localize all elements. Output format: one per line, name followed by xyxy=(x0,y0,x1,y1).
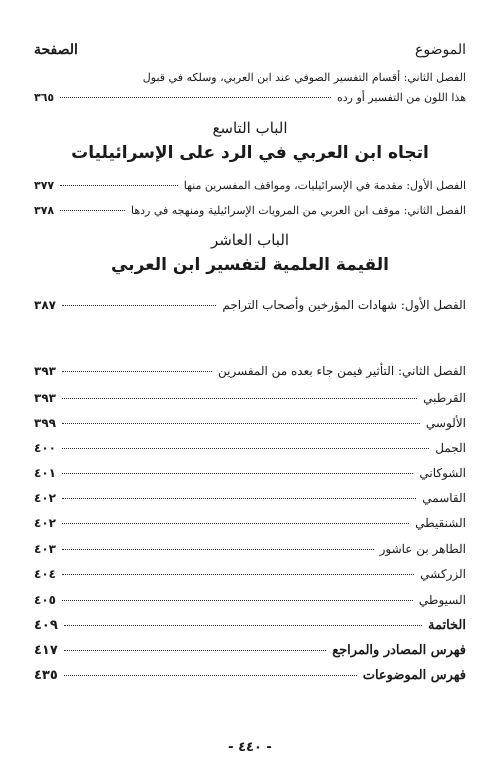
leader-dots xyxy=(62,371,212,372)
toc-entry-label: الفصل الثاني: موقف ابن العربي من المرويات الإسرائيلية ومنهجه في ردها xyxy=(130,204,466,217)
toc-entry-page: ٤٠٢ xyxy=(34,491,56,505)
column-header-page: الصفحة xyxy=(34,42,78,58)
toc-subentry xyxy=(34,491,466,505)
part-title: الباب التاسع xyxy=(212,119,288,137)
toc-entry-line1: الفصل الثاني: أقسام التفسير الصوفي عند ابن العربي، وسلكه في قبول xyxy=(142,71,466,84)
toc-entry-page: ٤٠٩ xyxy=(34,618,58,633)
toc-entry-page: ٣٧٧ xyxy=(34,179,55,192)
toc-entry-page: ٣٨٧ xyxy=(34,298,56,312)
toc-entry xyxy=(34,179,466,192)
toc-entry xyxy=(34,91,466,104)
leader-dots xyxy=(60,210,125,211)
column-header-topic: الموضوع xyxy=(415,42,466,58)
leader-dots xyxy=(60,97,331,98)
toc-subentry xyxy=(34,466,466,480)
toc-entry-label: السيوطي xyxy=(418,593,466,607)
toc-entry-label: الألوسي xyxy=(425,416,466,430)
toc-entry-label: فهرس المصادر والمراجع xyxy=(332,643,466,658)
toc-entry xyxy=(34,668,466,683)
leader-dots xyxy=(62,523,409,524)
toc-entry-page: ٤٠٤ xyxy=(34,567,56,581)
leader-dots xyxy=(64,675,357,676)
leader-dots xyxy=(62,423,420,424)
toc-entry-page: ٤٠١ xyxy=(34,466,56,480)
toc-entry-page: ٤٠٥ xyxy=(34,593,56,607)
toc-subentry xyxy=(34,542,466,556)
leader-dots xyxy=(62,549,374,550)
toc-entry xyxy=(34,618,466,633)
toc-subentry xyxy=(34,593,466,607)
toc-entry xyxy=(34,364,466,378)
toc-entry-page: ٤١٧ xyxy=(34,643,58,658)
leader-dots xyxy=(62,448,429,449)
toc-entry xyxy=(34,643,466,658)
toc-entry-page: ٣٩٣ xyxy=(34,391,56,405)
part-subtitle: القيمة العلمية لتفسير ابن العربي xyxy=(110,255,389,275)
toc-entry-label: الخاتمة xyxy=(427,618,466,633)
toc-subentry xyxy=(34,391,466,405)
toc-entry-page: ٣٧٨ xyxy=(34,204,55,217)
toc-subentry xyxy=(34,416,466,430)
toc-entry-label: القرطبي xyxy=(423,391,466,405)
toc-entry-page: ٣٦٥ xyxy=(34,91,55,104)
toc-entry-label: فهرس الموضوعات xyxy=(362,668,466,683)
toc-subentry xyxy=(34,516,466,530)
toc-entry-label: الجمل xyxy=(435,441,466,455)
toc-entry-label: الفصل الثاني: التأثير فيمن جاء بعده من المفسرين xyxy=(218,364,466,378)
leader-dots xyxy=(64,625,422,626)
leader-dots xyxy=(62,305,216,306)
leader-dots xyxy=(64,650,326,651)
toc-entry-page: ٤٠٣ xyxy=(34,542,56,556)
leader-dots xyxy=(62,574,414,575)
page-number: - ٤٤٠ - xyxy=(228,740,272,755)
leader-dots xyxy=(62,498,416,499)
toc-subentry xyxy=(34,567,466,581)
leader-dots xyxy=(62,398,417,399)
toc-entry-label: الشوكاني xyxy=(419,466,466,480)
toc-entry-page: ٤٠٠ xyxy=(34,441,56,455)
toc-entry-page: ٤٣٥ xyxy=(34,668,58,683)
leader-dots xyxy=(60,185,178,186)
toc-entry-label: الزركشي xyxy=(420,567,466,581)
toc-entry-page: ٣٩٩ xyxy=(34,416,56,430)
part-subtitle: اتجاه ابن العربي في الرد على الإسرائيليات xyxy=(71,143,429,163)
toc-entry-page: ٣٩٣ xyxy=(34,364,56,378)
leader-dots xyxy=(62,473,413,474)
toc-entry xyxy=(34,204,466,217)
toc-entry-label: الطاهر بن عاشور xyxy=(379,542,466,556)
toc-entry-label: القاسمي xyxy=(422,491,466,505)
toc-subentry xyxy=(34,441,466,455)
toc-entry-label: الفصل الأول: شهادات المؤرخين وأصحاب التراجم xyxy=(222,298,466,312)
toc-entry-label: هذا اللون من التفسير أو رده xyxy=(336,91,466,104)
leader-dots xyxy=(62,600,413,601)
toc-entry-label: الشنقيطي xyxy=(415,516,466,530)
part-title: الباب العاشر xyxy=(210,231,290,249)
toc-entry-label: الفصل الأول: مقدمة في الإسرائيليات، ومواقف المفسرين منها xyxy=(183,179,466,192)
toc-entry xyxy=(34,298,466,312)
toc-entry-page: ٤٠٢ xyxy=(34,516,56,530)
